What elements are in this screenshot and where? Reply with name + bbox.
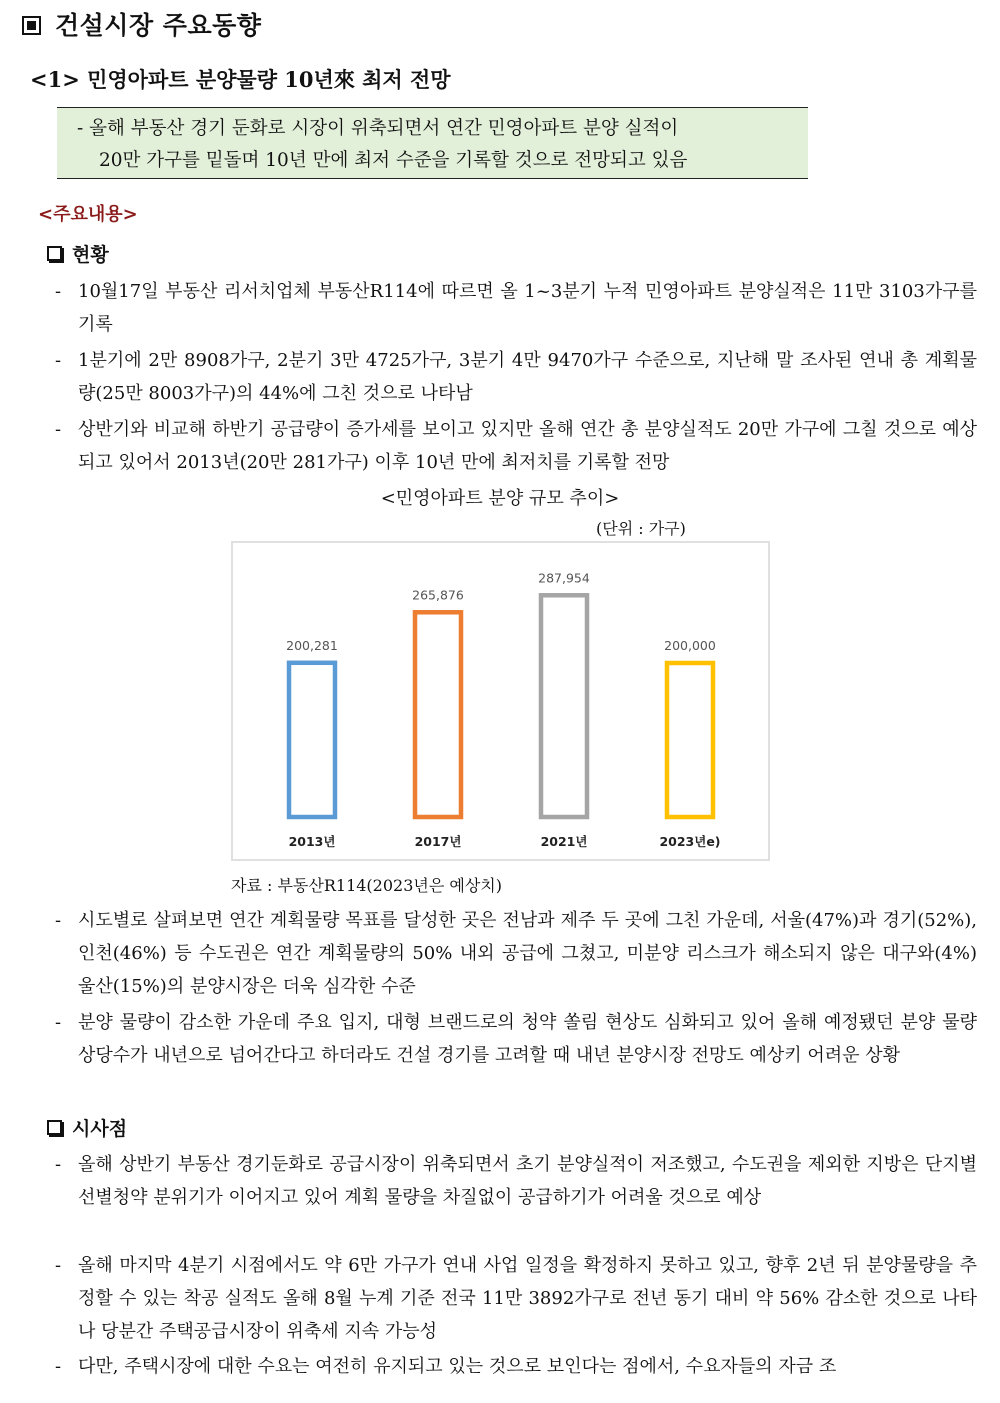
category-label: 2013년 — [288, 834, 336, 849]
chart-source: 자료 : 부동산R114(2023년은 예상치) — [231, 876, 502, 895]
summary-box — [57, 107, 808, 179]
data-label: 200,281 — [286, 637, 338, 653]
current-item-3: - 상반기와 비교해 하반기 공급량이 증가세를 보이고 있지만 올해 연간 총 분양실적도 20만 가구에 그칠 것으로 예상되고 있어서 2013년(20만 281가구) 이후 10년 만에 최저치를 기록할 전망 — [55, 419, 977, 473]
chart-caption: <민영아파트 분양 규모 추이> — [380, 488, 620, 509]
current-item-4: - 시도별로 살펴보면 연간 계획물량 목표를 달성한 곳은 전남과 제주 두 곳에 그친 가운데, 서울(47%)과 경기(52%), 인천(46%) 등 수도권은 연간 계획물량의 50% 내외 공급에 그쳤고, 미분양 리스크가 해소되지 않은 대구와(4%) 울산(15%)의 분양시장은 더욱 심각한 수준 — [55, 910, 977, 997]
main-content-label: <주요내용> — [38, 204, 138, 225]
bar-2021년 — [541, 595, 587, 817]
category-label: 2021년 — [540, 834, 588, 849]
section-title — [22, 6, 261, 42]
summary-line-1: - 올해 부동산 경기 둔화로 시장이 위축되면서 연간 민영아파트 분양 실적이 — [77, 118, 679, 139]
sub-title: <1> 민영아파트 분양물량 10년來 최저 전망 — [30, 67, 451, 92]
bar-chart-svg — [233, 543, 768, 859]
heading-current — [47, 240, 109, 267]
current-item-2: - 1분기에 2만 8908가구, 2분기 3만 4725가구, 3분기 4만 9470가구 수준으로, 지난해 말 조사된 연내 총 계획물량(25만 8003가구)의 44%에 그친 것으로 나타남 — [55, 350, 977, 404]
chart-unit: (단위 : 가구) — [596, 519, 686, 538]
section-title-text: 건설시장 주요동향 — [55, 11, 262, 40]
bar-2013년 — [289, 663, 335, 817]
checkbox-marker-icon — [47, 246, 62, 261]
heading-implications-text: 시사점 — [72, 1118, 128, 1140]
data-label: 287,954 — [538, 570, 590, 586]
bar-2017년 — [415, 612, 461, 817]
data-label: 265,876 — [412, 587, 464, 603]
implication-item-2: - 올해 마지막 4분기 시점에서도 약 6만 가구가 연내 사업 일정을 확정하지 못하고 있고, 향후 2년 뒤 분양물량을 추정할 수 있는 착공 실적도 올해 8월 누계 기준 전국 11만 3892가구로 전년 동기 대비 약 56% 감소한 것으로 나타나 당분간 주택공급시장이 위축세 지속 가능성 — [55, 1255, 977, 1342]
category-label: 2017년 — [414, 834, 462, 849]
current-item-5: - 분양 물량이 감소한 가운데 주요 입지, 대형 브랜드로의 청약 쏠림 현상도 심화되고 있어 올해 예정됐던 분양 물량 상당수가 내년으로 넘어간다고 하더라도 건설 경기를 고려할 때 내년 분양시장 전망도 예상키 어려운 상황 — [55, 1012, 977, 1066]
bar-chart — [231, 541, 770, 861]
bar-2023년e) — [667, 663, 713, 817]
section-marker-icon — [22, 16, 41, 35]
data-label: 200,000 — [664, 638, 716, 653]
category-label: 2023년e) — [659, 834, 721, 849]
heading-implications — [47, 1114, 127, 1141]
implication-item-3: - 다만, 주택시장에 대한 수요는 여전히 유지되고 있는 것으로 보인다는 점에서, 수요자들의 자금 조 — [55, 1356, 837, 1377]
checkbox-marker-icon — [47, 1120, 62, 1135]
summary-line-2: 20만 가구를 밑돌며 10년 만에 최저 수준을 기록할 것으로 전망되고 있음 — [99, 150, 688, 171]
implication-item-1: - 올해 상반기 부동산 경기둔화로 공급시장이 위축되면서 초기 분양실적이 저조했고, 수도권을 제외한 지방은 단지별 선별청약 분위기가 이어지고 있어 계획 물량을 차질없이 공급하기가 어려울 것으로 예상 — [55, 1154, 977, 1208]
current-item-1: - 10월17일 부동산 리서치업체 부동산R114에 따르면 올 1~3분기 누적 민영아파트 분양실적은 11만 3103가구를 기록 — [55, 281, 977, 335]
heading-current-text: 현황 — [72, 244, 109, 266]
